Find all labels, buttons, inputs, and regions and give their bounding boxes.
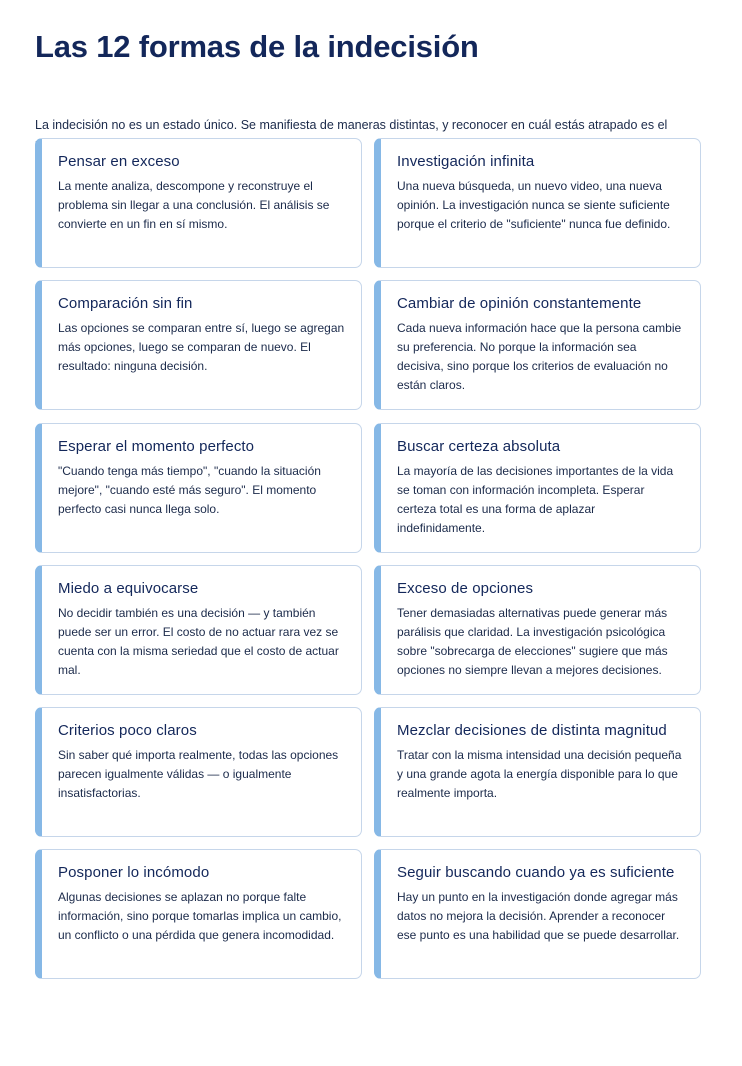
card-title: Cambiar de opinión constantemente bbox=[397, 295, 642, 313]
card-mezclar-decisiones bbox=[374, 707, 701, 837]
card-text: Hay un punto en la investigación donde agregar más datos no mejora la decisión. Aprender a reconocer ese punto es una habilidad que se puede desarrollar. bbox=[397, 890, 680, 943]
card-text: Tener demasiadas alternativas puede generar más parálisis que claridad. La investigación psicológica sobre "sobrecarga de elecciones" sugiere que más opciones no siempre llevan a mejores decisiones. bbox=[397, 605, 668, 677]
card-text: No decidir también es una decisión — y también puede ser un error. El costo de no actuar rara vez se cuenta con la misma seriedad que el costo de actuar mal. bbox=[58, 605, 339, 677]
card-title: Mezclar decisiones de distinta magnitud bbox=[397, 722, 667, 740]
card-posponer-lo-incomodo bbox=[35, 849, 362, 979]
card-text: Tratar con la misma intensidad una decisión pequeña y una grande agota la energía disponible para lo que realmente importa. bbox=[397, 748, 682, 801]
card-cambiar-de-opinion bbox=[374, 280, 701, 410]
card-title: Buscar certeza absoluta bbox=[397, 437, 561, 455]
page-title: Las 12 formas de la indecisión bbox=[35, 29, 479, 64]
card-comparacion-sin-fin bbox=[35, 280, 362, 410]
card-esperar-el-momento-perfecto bbox=[35, 423, 362, 553]
card-title: Esperar el momento perfecto bbox=[58, 437, 255, 455]
card-title: Criterios poco claros bbox=[58, 722, 197, 740]
card-exceso-de-opciones bbox=[374, 565, 701, 695]
card-grid bbox=[35, 138, 701, 979]
card-pensar-en-exceso bbox=[35, 138, 362, 268]
card-text: Cada nueva información hace que la persona cambie su preferencia. No porque la información sea decisiva, sino porque los criterios de evaluación no están claros. bbox=[397, 321, 682, 393]
card-text: "Cuando tenga más tiempo", "cuando la situación mejore", "cuando esté más seguro". El momento perfecto casi nunca llega solo. bbox=[58, 463, 321, 516]
card-text: Las opciones se comparan entre sí, luego se agregan más opciones, luego se comparan de nuevo. El resultado: ninguna decisión. bbox=[58, 321, 345, 374]
card-title: Pensar en exceso bbox=[58, 153, 180, 170]
card-title: Comparación sin fin bbox=[58, 295, 193, 313]
card-text: Una nueva búsqueda, un nuevo video, una nueva opinión. La investigación nunca se siente suficiente porque el criterio de "suficiente" nunca fue definido. bbox=[397, 179, 671, 231]
card-buscar-certeza-absoluta bbox=[374, 423, 701, 553]
card-text: La mayoría de las decisiones importantes de la vida se toman con información incompleta. Esperar certeza total es una forma de aplazar indefinidamente. bbox=[397, 463, 674, 535]
card-criterios-poco-claros bbox=[35, 707, 362, 837]
card-title: Seguir buscando cuando ya es suficiente bbox=[397, 864, 675, 882]
card-text: La mente analiza, descompone y reconstruye el problema sin llegar a una conclusión. El análisis se convierte en un fin en sí mismo. bbox=[58, 179, 330, 231]
card-investigacion-infinita bbox=[374, 138, 701, 268]
card-seguir-buscando bbox=[374, 849, 701, 979]
card-title: Miedo a equivocarse bbox=[58, 579, 199, 597]
card-title: Exceso de opciones bbox=[397, 579, 534, 597]
card-title: Posponer lo incómodo bbox=[58, 864, 210, 882]
card-text: Sin saber qué importa realmente, todas las opciones parecen igualmente válidas — o igualmente insatisfactorias. bbox=[58, 748, 339, 801]
intro-paragraph: La indecisión no es un estado único. Se manifiesta de maneras distintas, y reconocer en cuál estás atrapado es el bbox=[35, 118, 668, 132]
card-title: Investigación infinita bbox=[397, 153, 535, 170]
card-text: Algunas decisiones se aplazan no porque falte información, sino porque tomarlas implica un cambio, un conflicto o una pérdida que genera incomodidad. bbox=[58, 890, 342, 943]
card-miedo-a-equivocarse bbox=[35, 565, 362, 695]
